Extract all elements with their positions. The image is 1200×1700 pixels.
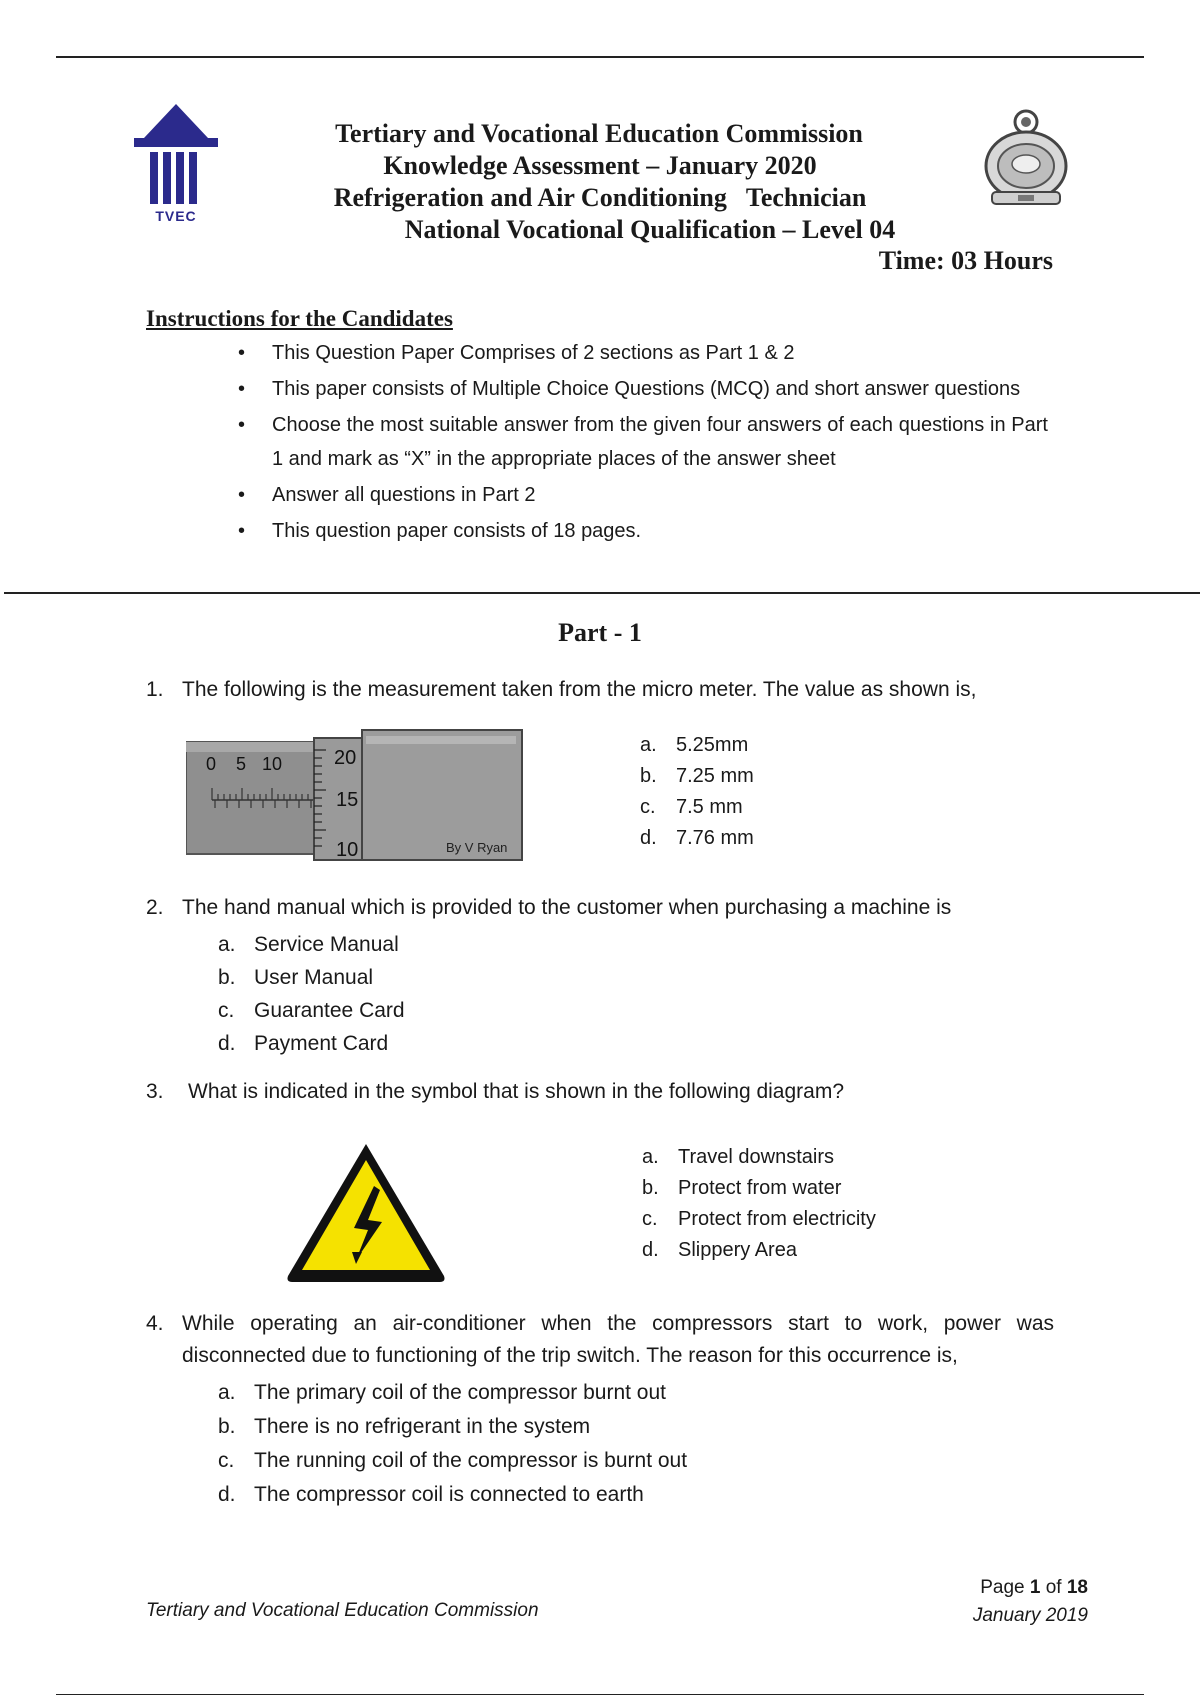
option-letter: c. <box>642 1208 658 1230</box>
question-number: 1. <box>146 678 164 701</box>
page-footer-right <box>973 1574 1088 1630</box>
option-letter: d. <box>218 1483 236 1506</box>
option-letter: c. <box>218 1449 235 1472</box>
option[interactable] <box>218 1478 687 1512</box>
option-text: User Manual <box>254 966 374 989</box>
footer-org: Tertiary and Vocational Education Commission <box>146 1600 539 1621</box>
option-text: Protect from electricity <box>678 1208 876 1230</box>
option[interactable] <box>640 823 754 854</box>
option-text: 7.5 mm <box>676 796 743 818</box>
top-rule <box>56 56 1144 58</box>
option[interactable] <box>640 730 754 761</box>
option-text: 5.25mm <box>676 734 749 756</box>
page-prefix: Page <box>980 1577 1030 1598</box>
question-2-options <box>218 928 405 1060</box>
question-number: 2. <box>146 896 164 919</box>
bottom-rule <box>56 1694 1144 1695</box>
option-letter: d. <box>218 1032 236 1055</box>
option[interactable] <box>218 928 405 961</box>
option-text: The compressor coil is connected to earth <box>254 1483 644 1506</box>
sleeve-label: 10 <box>262 754 283 774</box>
question-3-options <box>642 1142 876 1266</box>
option[interactable] <box>218 1027 405 1060</box>
option[interactable] <box>642 1235 876 1266</box>
option-text: Protect from water <box>678 1177 842 1199</box>
option-text: Guarantee Card <box>254 999 405 1022</box>
question-1-options <box>640 730 754 854</box>
instruction-item: • Choose the most suitable answer from the given four answers of each questions in Part 1 and mark as “X” in the appropriate places of the answer sheet <box>238 408 1048 476</box>
electric-hazard-figure <box>282 1138 450 1286</box>
page-total: 18 <box>1066 1577 1088 1598</box>
option-letter: d. <box>640 827 657 849</box>
question-number: 4. <box>146 1312 164 1335</box>
option-text: The primary coil of the compressor burnt out <box>254 1381 667 1404</box>
footer-date: January 2019 <box>972 1605 1088 1626</box>
page-of: of <box>1040 1577 1067 1598</box>
option-text: 7.25 mm <box>676 765 754 787</box>
option-letter: d. <box>642 1239 659 1261</box>
option[interactable] <box>218 1444 687 1478</box>
instruction-item: • This paper consists of Multiple Choice Questions (MCQ) and short answer questions <box>238 372 1098 406</box>
option[interactable] <box>218 1410 687 1444</box>
sleeve-label: 0 <box>206 754 217 774</box>
instruction-item: • This question paper consists of 18 pages. <box>238 514 1098 548</box>
instructions-heading: Instructions for the Candidates <box>146 306 453 331</box>
question-text: The following is the measurement taken from the micro meter. The value as shown is, <box>182 678 977 701</box>
question-text: While operating an air-conditioner when the compressors start to work, power was disconnected due to functioning of the trip switch. The reason for this occurrence is, <box>182 1312 1054 1367</box>
option-text: Travel downstairs <box>678 1146 834 1168</box>
option[interactable] <box>218 994 405 1027</box>
option-text: 7.76 mm <box>676 827 754 849</box>
option[interactable] <box>640 761 754 792</box>
question-text: What is indicated in the symbol that is shown in the following diagram? <box>188 1080 845 1103</box>
micrometer-figure <box>186 728 524 862</box>
header-title-org: Tertiary and Vocational Education Commission <box>335 119 863 148</box>
sleeve-label: 5 <box>236 754 247 774</box>
instruction-item: • Answer all questions in Part 2 <box>238 478 1098 512</box>
option-text: Slippery Area <box>678 1239 797 1261</box>
option-letter: a. <box>218 1381 236 1404</box>
instruction-item: • This Question Paper Comprises of 2 sections as Part 1 & 2 <box>238 336 1098 370</box>
header-title-nvq: National Vocational Qualification – Level 04 <box>404 215 896 244</box>
option-text: There is no refrigerant in the system <box>254 1415 591 1438</box>
option-letter: b. <box>218 966 236 989</box>
option[interactable] <box>642 1204 876 1235</box>
part-title: Part - 1 <box>558 618 642 647</box>
section-divider <box>4 592 1200 594</box>
question-4 <box>146 1308 1054 1372</box>
option-letter: a. <box>642 1146 659 1168</box>
option-letter: c. <box>218 999 235 1022</box>
page-number <box>973 1574 1088 1602</box>
option-text: The running coil of the compressor is burnt out <box>254 1449 688 1472</box>
thimble-label: 15 <box>336 789 359 811</box>
option-letter: a. <box>640 734 657 756</box>
instructions-list <box>238 336 1098 550</box>
option-letter: b. <box>642 1177 659 1199</box>
header-title-assessment: Knowledge Assessment – January 2020 <box>383 151 817 180</box>
header-title-trade: Refrigeration and Air Conditioning Technician <box>333 183 867 212</box>
option-text: Payment Card <box>254 1032 389 1055</box>
page-current: 1 <box>1029 1577 1041 1598</box>
thimble-label: 20 <box>334 747 357 769</box>
option[interactable] <box>642 1173 876 1204</box>
high-voltage-warning-icon <box>282 1138 450 1286</box>
option[interactable] <box>642 1142 876 1173</box>
option-text: Service Manual <box>254 933 399 956</box>
option[interactable] <box>218 1376 687 1410</box>
figure-credit: By V Ryan <box>446 840 508 855</box>
option-letter: a. <box>218 933 236 956</box>
exam-duration: Time: 03 Hours <box>878 246 1053 275</box>
option-letter: b. <box>640 765 657 787</box>
thimble-label: 10 <box>336 839 359 861</box>
option-letter: b. <box>218 1415 236 1438</box>
option[interactable] <box>218 961 405 994</box>
micrometer-graphic <box>186 728 524 862</box>
question-text: The hand manual which is provided to the customer when purchasing a machine is <box>182 896 952 919</box>
tvec-logo-text: TVEC <box>155 208 197 224</box>
option[interactable] <box>640 792 754 823</box>
option-letter: c. <box>640 796 656 818</box>
question-number: 3. <box>146 1080 164 1103</box>
question-4-options <box>218 1376 687 1512</box>
